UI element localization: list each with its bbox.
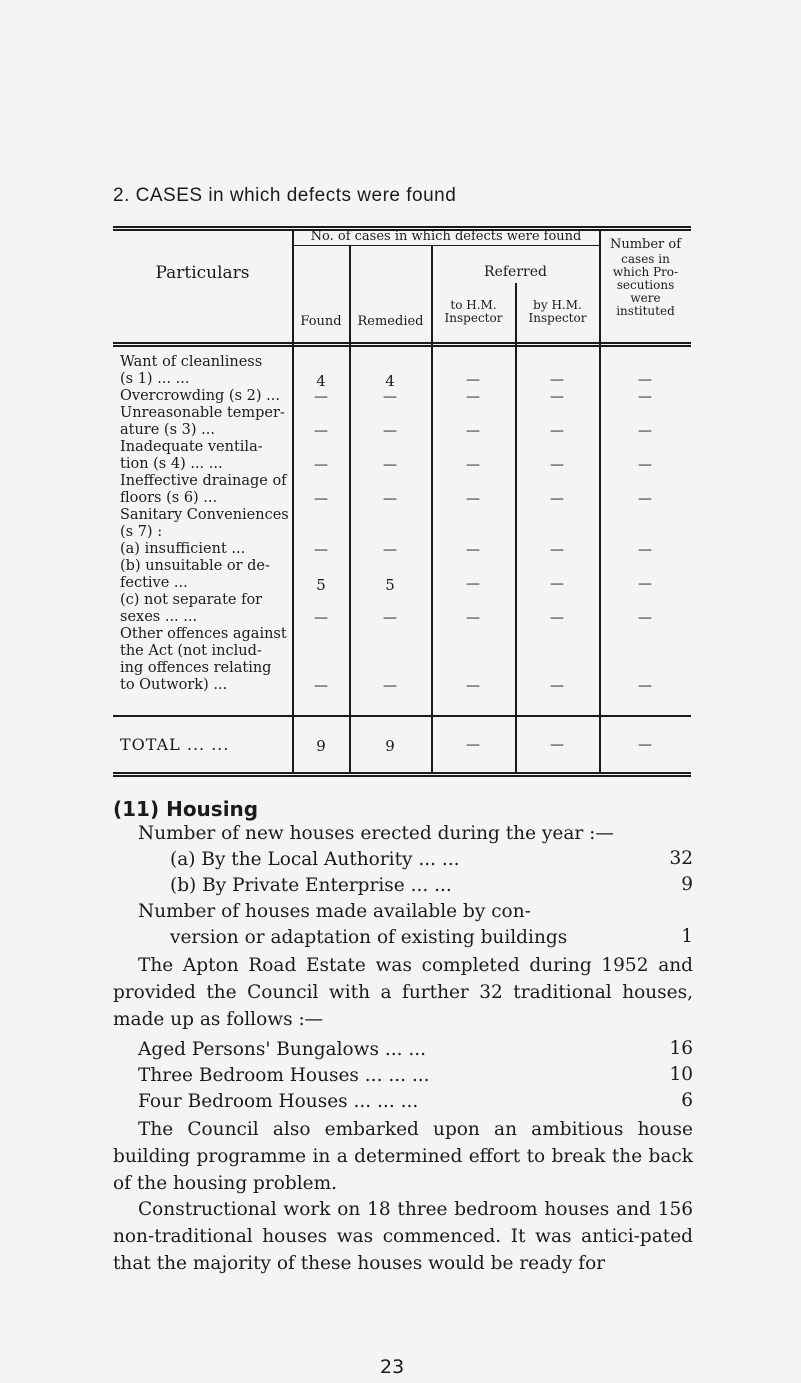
- row-label-line: Other offences against: [120, 626, 287, 642]
- row-pros: —: [638, 610, 652, 626]
- section-title: 2. CASES in which defects were found: [113, 185, 457, 206]
- row-remedied: 5: [385, 576, 395, 594]
- row-pros: —: [638, 491, 652, 507]
- housing-intro: Number of new houses erected during the year :—: [138, 823, 614, 844]
- row-to-hm: —: [466, 389, 480, 405]
- housing-heading: (11) Housing: [113, 797, 259, 821]
- breakdown-three-value: 10: [669, 1064, 693, 1085]
- row-to-hm: —: [466, 372, 480, 388]
- total-label: TOTAL ... ...: [120, 735, 230, 754]
- header-by-hm: [516, 299, 599, 325]
- row-pros: —: [638, 389, 652, 405]
- header-to-hm-line1: to H.M.: [450, 298, 497, 312]
- row-to-hm: —: [466, 542, 480, 558]
- row-to-hm: —: [466, 423, 480, 439]
- row-label-line: Overcrowding (s 2) ...: [120, 388, 280, 404]
- header-remedied: Remedied: [357, 314, 424, 329]
- page-number: 23: [380, 1356, 405, 1378]
- row-found: 4: [316, 372, 326, 390]
- row-label-line: sexes ... ...: [120, 609, 198, 625]
- row-remedied: —: [383, 610, 397, 626]
- row-label: [120, 507, 292, 558]
- row-label: [120, 405, 292, 439]
- row-found: —: [314, 389, 328, 405]
- breakdown-aged-value: 16: [669, 1038, 693, 1059]
- row-label: [120, 558, 292, 592]
- row-to-hm: —: [466, 491, 480, 507]
- row-label: [120, 388, 292, 405]
- row-label: [120, 592, 292, 626]
- row-remedied: —: [383, 389, 397, 405]
- row-label: [120, 473, 292, 507]
- row-pros: —: [638, 576, 652, 592]
- header-by-hm-line1: by H.M.: [533, 298, 582, 312]
- row-by-hm: —: [550, 576, 564, 592]
- header-particulars: Particulars: [155, 263, 250, 283]
- total-found: 9: [316, 737, 326, 755]
- row-label-line: Want of cleanliness: [120, 354, 263, 370]
- row-label-line: ing offences relating: [120, 660, 272, 676]
- row-found: —: [314, 678, 328, 694]
- total-to-hm: —: [466, 737, 480, 753]
- row-pros: —: [638, 372, 652, 388]
- header-found: Found: [300, 314, 342, 329]
- row-found: —: [314, 491, 328, 507]
- header-pros-line1: Number of: [609, 237, 682, 252]
- row-by-hm: —: [550, 542, 564, 558]
- row-label-line: (c) not separate for: [120, 592, 263, 608]
- row-label-line: Unreasonable temper-: [120, 405, 285, 421]
- breakdown-four: Four Bedroom Houses ... ... ...: [138, 1091, 419, 1112]
- row-remedied: —: [383, 678, 397, 694]
- row-by-hm: —: [550, 678, 564, 694]
- row-by-hm: —: [550, 423, 564, 439]
- row-label-line: Inadequate ventila-: [120, 439, 263, 455]
- row-label: [120, 354, 292, 388]
- housing-para-apton: The Apton Road Estate was completed during 1952 and provided the Council with a further 32 traditional houses, made up as follows :—: [113, 955, 693, 1030]
- row-pros: —: [638, 678, 652, 694]
- housing-conversion-line2: version or adaptation of existing buildings: [170, 927, 568, 948]
- housing-conversion-line1: Number of houses made available by con-: [138, 901, 531, 922]
- row-label: [120, 626, 292, 694]
- row-label-line: Sanitary Conveniences: [120, 507, 289, 523]
- row-label-line: to Outwork) ...: [120, 677, 228, 693]
- row-label-line: (b) unsuitable or de-: [120, 558, 270, 574]
- row-remedied: —: [383, 542, 397, 558]
- housing-conversion-value: 1: [681, 926, 693, 947]
- row-label-line: tion (s 4) ... ...: [120, 456, 223, 472]
- row-found: —: [314, 542, 328, 558]
- header-to-hm-line2: Inspector: [444, 311, 503, 325]
- row-remedied: —: [383, 491, 397, 507]
- row-found: —: [314, 457, 328, 473]
- row-pros: —: [638, 457, 652, 473]
- row-by-hm: —: [550, 610, 564, 626]
- header-pros-line5: were: [630, 291, 661, 305]
- housing-item-b: (b) By Private Enterprise ... ...: [170, 875, 452, 896]
- row-by-hm: —: [550, 491, 564, 507]
- header-pros-line4: secutions: [616, 278, 675, 292]
- housing-item-a: (a) By the Local Authority ... ...: [170, 849, 460, 870]
- header-to-hm: [432, 299, 515, 325]
- header-by-hm-line2: Inspector: [528, 311, 587, 325]
- row-label-line: the Act (not includ-: [120, 643, 262, 659]
- row-label: [120, 439, 292, 473]
- total-by-hm: —: [550, 737, 564, 753]
- total-pros: —: [638, 737, 652, 753]
- row-to-hm: —: [466, 678, 480, 694]
- row-to-hm: —: [466, 576, 480, 592]
- row-label-line: ature (s 3) ...: [120, 422, 215, 438]
- header-group: No. of cases in which defects were found: [310, 229, 582, 244]
- row-label-line: (a) insufficient ...: [120, 541, 246, 557]
- breakdown-three: Three Bedroom Houses ... ... ...: [138, 1065, 430, 1086]
- row-found: —: [314, 610, 328, 626]
- row-by-hm: —: [550, 372, 564, 388]
- row-to-hm: —: [466, 610, 480, 626]
- row-found: —: [314, 423, 328, 439]
- row-remedied: —: [383, 457, 397, 473]
- header-referred: Referred: [484, 264, 547, 280]
- row-remedied: 4: [385, 372, 395, 390]
- row-label-line: Ineffective drainage of: [120, 473, 287, 489]
- row-label-line: floors (s 6) ...: [120, 490, 218, 506]
- row-to-hm: —: [466, 457, 480, 473]
- total-remedied: 9: [385, 737, 395, 755]
- header-pros-line3: which Pro-: [612, 265, 679, 279]
- housing-para-construction: Constructional work on 18 three bedroom houses and 156 non-traditional houses was commenced. It was antici-pated that the majority of these houses would be ready for: [113, 1199, 693, 1274]
- row-found: 5: [316, 576, 326, 594]
- header-prosecutions: [600, 236, 691, 318]
- breakdown-four-value: 6: [681, 1090, 693, 1111]
- row-by-hm: —: [550, 389, 564, 405]
- housing-item-a-value: 32: [669, 848, 693, 869]
- breakdown-aged: Aged Persons' Bungalows ... ...: [138, 1039, 427, 1060]
- row-pros: —: [638, 542, 652, 558]
- header-pros-line2: cases in: [621, 252, 670, 266]
- row-label-line: (s 1) ... ...: [120, 371, 190, 387]
- housing-para-programme: The Council also embarked upon an ambitious house building programme in a determined effort to break the back of the housing problem.: [113, 1119, 693, 1194]
- row-remedied: —: [383, 423, 397, 439]
- row-label-line: fective ...: [120, 575, 188, 591]
- row-pros: —: [638, 423, 652, 439]
- header-pros-line6: instituted: [616, 304, 675, 318]
- row-by-hm: —: [550, 457, 564, 473]
- housing-item-b-value: 9: [681, 874, 693, 895]
- row-label-line: (s 7) :: [120, 524, 163, 540]
